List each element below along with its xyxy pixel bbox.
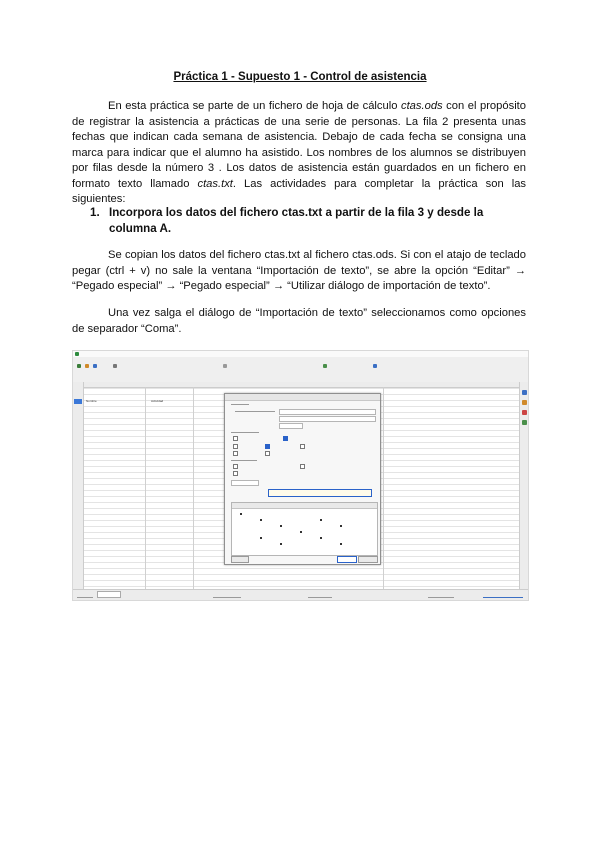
chart-icon — [323, 364, 327, 368]
preview-mark — [300, 531, 302, 533]
status-sum-text — [428, 597, 454, 598]
from-row-stepper[interactable] — [279, 423, 303, 429]
language-select[interactable] — [279, 416, 376, 422]
preview-mark — [240, 513, 242, 515]
separated-by-radio[interactable] — [283, 436, 288, 441]
column-divider — [145, 387, 146, 589]
other-checkbox[interactable] — [265, 451, 270, 456]
preview-mark — [280, 525, 282, 527]
help-button[interactable] — [231, 556, 249, 563]
tab-checkbox[interactable] — [233, 444, 238, 449]
gallery-icon — [522, 410, 527, 415]
intro-paragraph — [72, 99, 526, 208]
intro-text-3: . Las actividades para completar la práctica son las siguientes: — [72, 177, 527, 205]
separator-paragraph — [72, 306, 526, 337]
intro-file-ods: ctas.ods — [400, 100, 443, 112]
table-icon — [373, 364, 377, 368]
properties-icon — [522, 390, 527, 395]
paste-paragraph — [72, 248, 526, 295]
print-icon — [113, 364, 117, 368]
other-options-label — [231, 460, 257, 461]
undo-icon — [223, 364, 227, 368]
calc-sidebar — [519, 382, 529, 589]
preview-mark — [260, 537, 262, 539]
text-import-dialog — [224, 393, 381, 565]
step-1-text: Incorpora los datos del fichero ctas.txt a partir de la fila 3 y desde la columna A. — [109, 206, 484, 235]
charset-select[interactable] — [279, 409, 376, 415]
cancel-button[interactable] — [358, 556, 378, 563]
dialog-titlebar — [225, 394, 380, 401]
status-language-text — [308, 597, 332, 598]
detect-numbers-checkbox[interactable] — [233, 471, 238, 476]
fixed-width-radio[interactable] — [233, 436, 238, 441]
cell-actividad: Actividad — [151, 399, 164, 403]
sheet-tab — [97, 591, 121, 598]
zoom-slider — [483, 597, 523, 598]
preview-mark — [320, 537, 322, 539]
navigator-icon — [522, 420, 527, 425]
page-title: Práctica 1 - Supuesto 1 - Control de asistencia — [173, 71, 427, 83]
evaluate-formulas-checkbox[interactable] — [300, 464, 305, 469]
status-sheet-text — [77, 597, 93, 598]
preview-mark — [340, 543, 342, 545]
new-icon — [77, 364, 81, 368]
open-icon — [85, 364, 89, 368]
separator-text: Una vez salga el diálogo de “Importación de texto” seleccionamos como opciones de separador “Coma”. — [72, 307, 526, 335]
calc-app-icon — [75, 352, 79, 356]
intro-file-txt: ctas.txt — [197, 177, 233, 190]
comma-highlight — [268, 489, 372, 497]
column-type-select[interactable] — [231, 480, 259, 486]
column-divider — [193, 387, 194, 589]
save-icon — [93, 364, 97, 368]
preview-mark — [260, 519, 262, 521]
preview-mark — [280, 543, 282, 545]
column-divider — [383, 387, 384, 589]
column-headers — [83, 382, 519, 388]
preview-mark — [340, 525, 342, 527]
preview-header — [232, 503, 377, 509]
selected-row-header — [74, 399, 82, 404]
format-quoted-checkbox[interactable] — [233, 464, 238, 469]
status-style-text — [213, 597, 241, 598]
intro-text-2: con el propósito de registrar la asistencia a prácticas de una serie de personas. La fila 2 presenta unas fechas que indican cada semana de asistencia. Debajo de cada fecha se consigna una marca para indicar que el alumno ha asistido. Los nombres de los alumnos se distribuyen por filas desde la número 3 . Los datos de asistencia están guardados en un fichero en formato texto llamado — [72, 100, 527, 190]
comma-checkbox[interactable] — [265, 444, 270, 449]
charset-label — [235, 411, 275, 412]
row-headers — [73, 382, 84, 589]
step-1-number: 1. — [90, 206, 100, 219]
styles-icon — [522, 400, 527, 405]
status-bar — [73, 589, 528, 601]
import-preview-table — [231, 502, 378, 556]
separator-options-label — [231, 432, 259, 433]
calc-screenshot — [72, 350, 529, 601]
space-checkbox[interactable] — [233, 451, 238, 456]
ok-button[interactable] — [337, 556, 357, 563]
intro-text-1: En esta práctica se parte de un fichero de hoja de cálculo — [108, 100, 401, 112]
paste-text: Se copian los datos del fichero ctas.txt al fichero ctas.ods. Si con el atajo de teclado pegar (ctrl + v) no sale la ventana “Importación de texto”, se abre la opción “Editar” → “Pegado especial” → “Pegado especial” → “Utilizar diálogo de importación de texto”. — [72, 249, 526, 292]
import-section-label — [231, 404, 249, 405]
semicolon-checkbox[interactable] — [300, 444, 305, 449]
preview-mark — [320, 519, 322, 521]
cell-nombre: Nombre — [86, 399, 97, 403]
